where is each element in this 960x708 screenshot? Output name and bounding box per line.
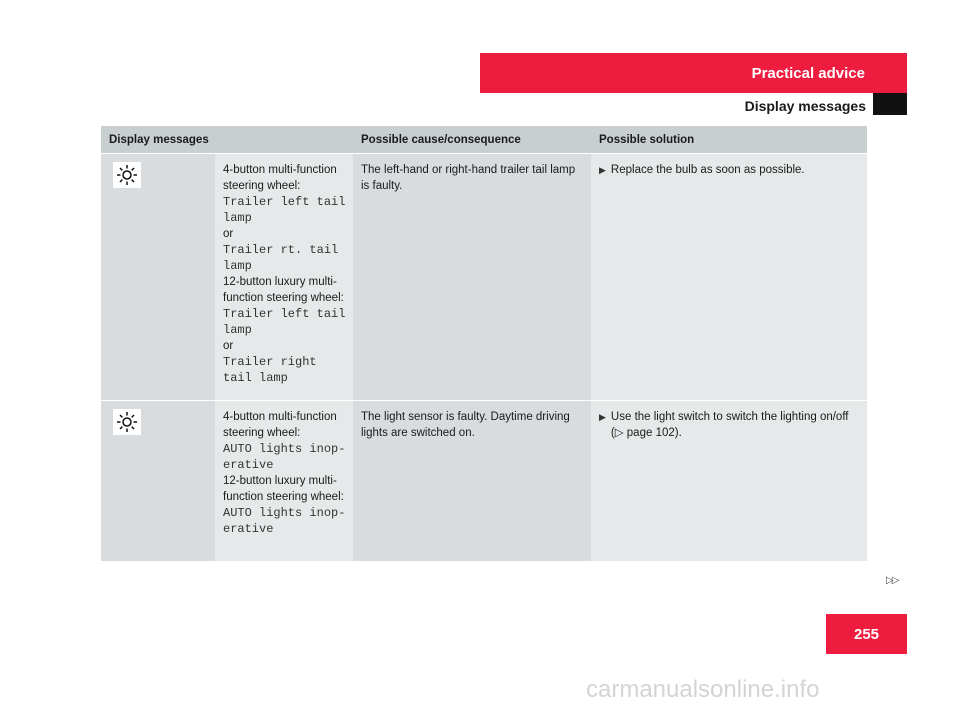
lamp-bulb-icon: [113, 409, 141, 435]
table-row-1-icon-cell: [101, 154, 215, 401]
message-line: or: [223, 228, 234, 240]
watermark: carmanualsonline.info: [586, 676, 820, 703]
lamp-bulb-icon: [113, 162, 141, 188]
table-row-1-solution: [591, 154, 867, 401]
message-line: or: [223, 340, 234, 352]
message-line: 4-button multi-function steering wheel:: [223, 411, 337, 439]
message-line: 4-button multi-function steering wheel:: [223, 164, 337, 192]
continued-marker: ▷▷: [886, 575, 898, 586]
table-row-2-icon-cell: [101, 401, 215, 561]
section-tab-marker: [873, 93, 907, 115]
table-row-2-cause: The light sensor is faulty. Daytime driving lights are switched on.: [353, 401, 591, 561]
message-line: Trailer right tail lamp: [223, 355, 317, 385]
message-line: 12-button luxury multi-function steering wheel:: [223, 475, 344, 503]
message-line: 12-button luxury multi-function steering wheel:: [223, 276, 344, 304]
message-line: AUTO lights inop-erative: [223, 506, 346, 536]
page-number: 255: [826, 614, 907, 654]
message-line: Trailer left tail lamp: [223, 195, 346, 225]
table-row-1-message: [215, 154, 353, 401]
message-line: AUTO lights inop-erative: [223, 442, 346, 472]
section-banner: [480, 53, 907, 93]
column-header-display-messages: Display messages: [101, 126, 353, 154]
column-header-solution: Possible solution: [591, 126, 867, 154]
solution-text: Use the light switch to switch the lighting on/off (▷ page 102).: [610, 411, 849, 439]
table-row-2-message: [215, 401, 353, 561]
message-line: Trailer rt. tail lamp: [223, 243, 339, 273]
bullet-arrow-icon: ▶: [599, 165, 606, 175]
subsection-title: Display messages: [744, 98, 866, 114]
section-title: Practical advice: [751, 64, 865, 82]
solution-text: Replace the bulb as soon as possible.: [610, 164, 805, 176]
column-header-cause: Possible cause/consequence: [353, 126, 591, 154]
bullet-arrow-icon: ▶: [599, 412, 606, 422]
table-row-1-cause: The left-hand or right-hand trailer tail lamp is faulty.: [353, 154, 591, 401]
table-row-2-solution: [591, 401, 867, 561]
message-line: Trailer left tail lamp: [223, 307, 346, 337]
display-messages-table: [101, 126, 867, 561]
